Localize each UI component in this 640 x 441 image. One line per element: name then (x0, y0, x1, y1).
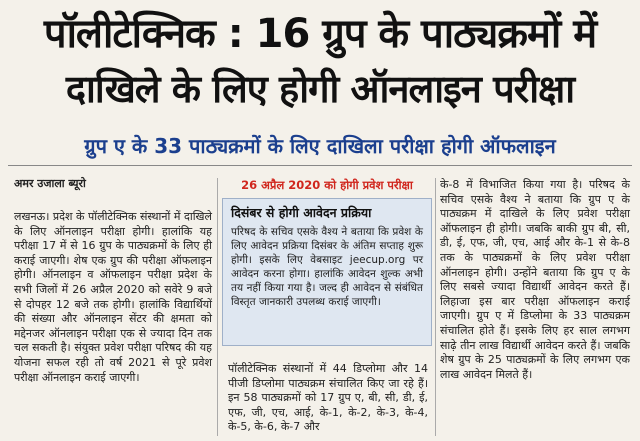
article-column-1: लखनऊ। प्रदेश के पॉलीटेक्निक संस्थानों में दाखिले के लिए ऑनलाइन परीक्षा होगी। हालांकि यह परीक्षा 17 में से 16 ग्रुप के पाठ्यक्रमों के लिए ही कराई जाएगी। शेष एक ग्रुप की परीक्षा ऑफलाइन होगी। ऑनलाइन व ऑफलाइन परीक्षा प्रदेश के सभी जिलों में 26 अप्रैल 2020 को सवेरे 9 बजे से दोपहर 12 बजे तक होगी। हालांकि विद्यार्थियों की संख्या और ऑनलाइन सेंटर की क्षमता को मद्देनजर ऑनलाइन परीक्षा एक से ज्यादा दिन तक चल सकती है। संयुक्त प्रवेश परीक्षा परिषद की यह योजना सफल रही तो वर्ष 2021 से पूरे प्रवेश परीक्षा ऑनलाइन कराई जाएगी। (14, 210, 212, 384)
box-body: परिषद के सचिव एसके वैश्य ने बताया कि प्रवेश के लिए आवेदन प्रक्रिया दिसंबर के अंतिम सप्ताह शुरू होगी। इसके लिए वेबसाइट jeecup.org पर आवेदन करना होगा। हालांकि आवेदन शुल्क अभी तय नहीं किया गया है। जल्द ही आवेदन से संबंधित विस्तृत जानकारी उपलब्ध कराई जाएगी। (231, 226, 423, 308)
article-column-3: के-8 में विभाजित किया गया है। परिषद के सचिव एसके वैश्य ने बताया कि ग्रुप ए के पाठ्यक्रम में दाखिले के लिए प्रवेश परीक्षा ऑफलाइन ही होगी। जबकि बाकी ग्रुप बी, सी, डी, ई, एफ, जी, एच, आई और के-1 से के-8 तक के पाठ्यक्रमों के लिए प्रवेश परीक्षा ऑनलाइन होगी। उन्होंने बताया कि ग्रुप ए के लिए सबसे ज्यादा विद्यार्थी आवेदन करते हैं। लिहाजा इस बार परीक्षा ऑफलाइन कराई जाएगी। ग्रुप ए में डिप्लोमा के 33 पाठ्यक्रम संचालित होते हैं। इसके लिए हर साल लगभग साढ़े तीन लाख विद्यार्थी आवेदन करते हैं। जबकि शेष ग्रुप के 25 पाठ्यक्रमों के लिए लगभग एक लाख आवेदन मिलते हैं। (440, 178, 630, 381)
subheadline: ग्रुप ए के 33 पाठ्यक्रमों के लिए दाखिला परीक्षा होगी ऑफलाइन (84, 134, 556, 158)
exam-date-heading: 26 अप्रैल 2020 को होगी प्रवेश परीक्षा (241, 178, 413, 192)
box-title: दिसंबर से होगी आवेदन प्रक्रिया (231, 205, 372, 220)
column-divider (435, 178, 436, 436)
headline-line-1: पॉलीटेक्निक : 16 ग्रुप के पाठ्यक्रमों में (43, 11, 597, 57)
column-divider (217, 178, 218, 436)
article-column-2: पॉलीटेक्निक संस्थानों में 44 डिप्लोमा और 14 पीजी डिप्लोमा पाठ्यक्रम संचालित किए जा रहे हैं। इन 58 पाठ्यक्रमों को 17 ग्रुप ए, बी, सी, डी, ई, एफ, जी, एच, आई, के-1, के-2, के-3, के-4, के-5, के-6, के-7 और (228, 362, 428, 434)
info-box (222, 198, 432, 346)
headline-line-2: दाखिले के लिए होगी ऑनलाइन परीक्षा (65, 67, 575, 111)
divider (8, 165, 632, 166)
byline: अमर उजाला ब्यूरो (14, 177, 86, 190)
